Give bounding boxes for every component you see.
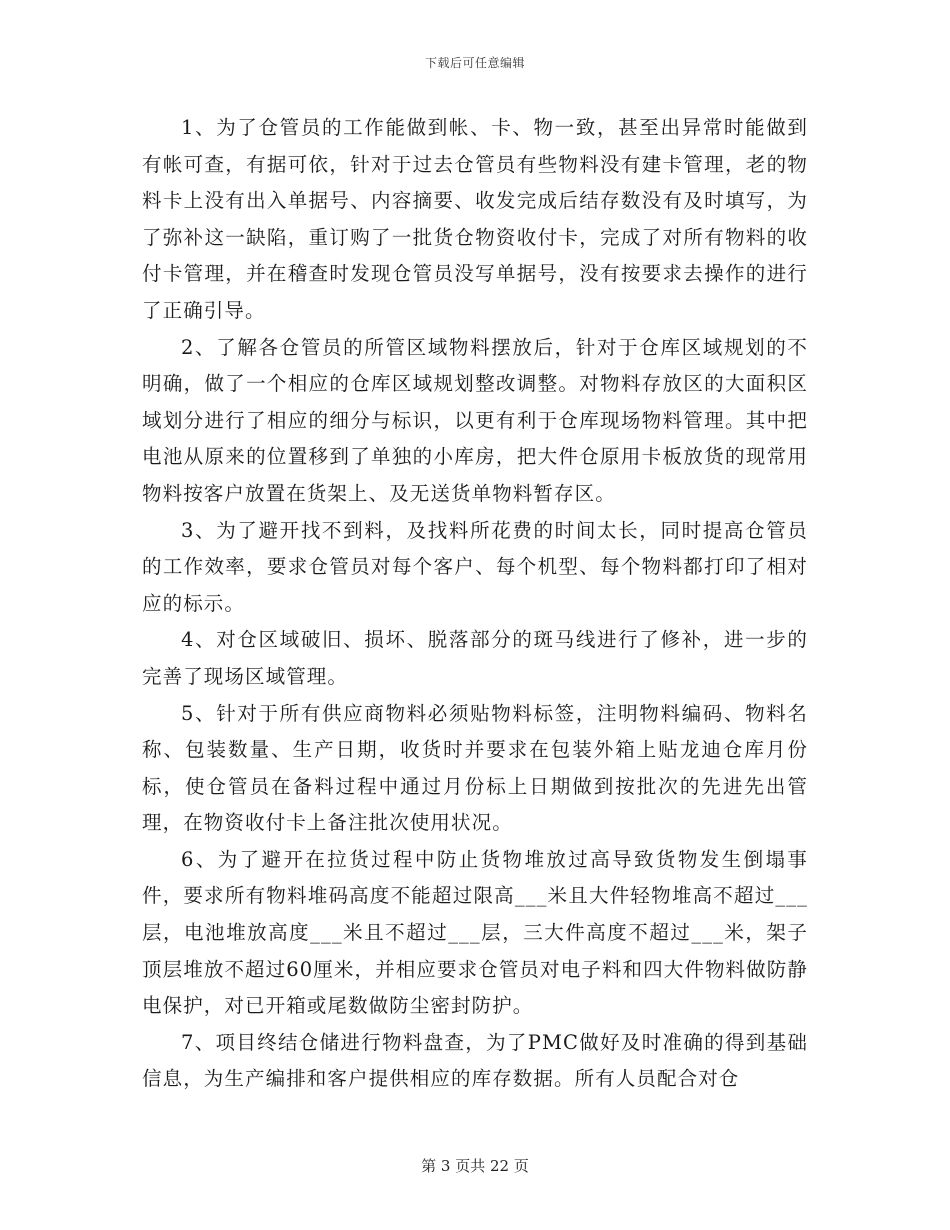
paragraph-3: 3、为了避开找不到料，及找料所花费的时间太长，同时提高仓管员的工作效率，要求仓管员对每个客户、每个机型、每个物料都打印了相对应的标示。	[142, 518, 808, 615]
paragraph-1: 1、为了仓管员的工作能做到帐、卡、物一致，甚至出异常时能做到有帐可查，有据可依，针对于过去仓管员有些物料没有建卡管理，老的物料卡上没有出入单据号、内容摘要、收发完成后结存数没有及时填写，为了弥补这一缺陷，重订购了一批货仓物资收付卡，完成了对所有物料的收付卡管理，并在稽查时发现仓管员没写单据号，没有按要求去操作的进行了正确引导。	[142, 116, 808, 322]
page-header: 下载后可任意编辑	[424, 56, 525, 70]
paragraph-5: 5、针对于所有供应商物料必须贴物料标签，注明物料编码、物料名称、包装数量、生产日期，收货时并要求在包装外箱上贴龙迪仓库月份标，使仓管员在备料过程中通过月份标上日期做到按批次的先进先出管理，在物资收付卡上备注批次使用状况。	[142, 701, 808, 835]
document-body	[142, 110, 808, 1098]
paragraph-7: 7、项目终结仓储进行物料盘查，为了PMC做好及时准确的得到基础信息，为生产编排和客户提供相应的库存数据。所有人员配合对仓	[142, 1030, 808, 1091]
paragraph-2: 2、了解各仓管员的所管区域物料摆放后，针对于仓库区域规划的不明确，做了一个相应的仓库区域规划整改调整。对物料存放区的大面积区域划分进行了相应的细分与标识，以更有利于仓库现场物料管理。其中把电池从原来的位置移到了单独的小库房，把大件仓原用卡板放货的现常用物料按客户放置在货架上、及无送货单物料暂存区。	[142, 335, 808, 505]
paragraph-6: 6、为了避开在拉货过程中防止货物堆放过高导致货物发生倒塌事件，要求所有物料堆码高度不能超过限高___米且大件轻物堆高不超过___层，电池堆放高度___米且不超过___层，三大件高度不超过___米，架子顶层堆放不超过60厘米，并相应要求仓管员对电子料和四大件物料做防静电保护，对已开箱或尾数做防尘密封防护。	[142, 847, 808, 1018]
paragraph-4: 4、对仓区域破旧、损坏、脱落部分的斑马线进行了修补，进一步的完善了现场区域管理。	[142, 628, 808, 688]
page-number-footer: 第 3 页共 22 页	[421, 1157, 529, 1175]
